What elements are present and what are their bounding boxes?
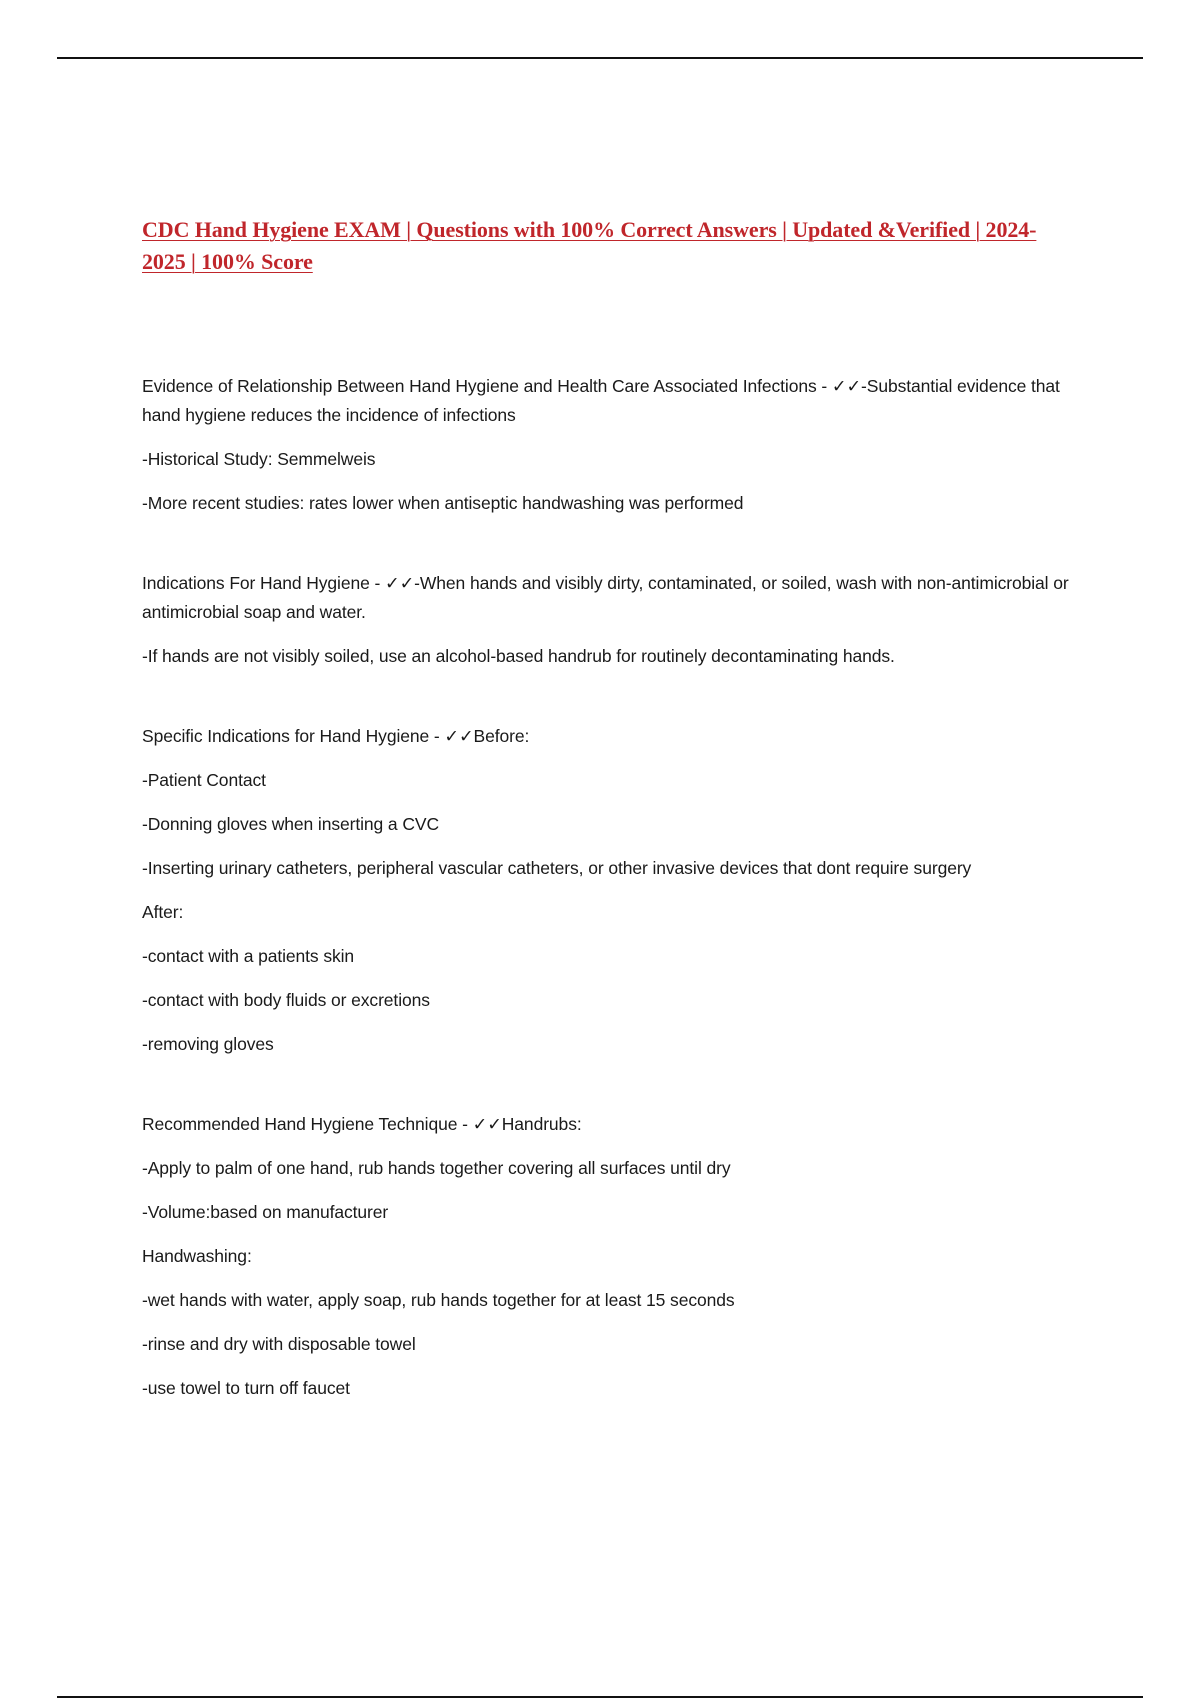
qa-line: -Apply to palm of one hand, rub hands together covering all surfaces until dry — [142, 1158, 731, 1178]
check-mark-icon: ✓✓ — [385, 573, 415, 593]
qa-entry — [142, 1110, 1072, 1403]
qa-line: -Inserting urinary catheters, peripheral vascular catheters, or other invasive devices that dont require surgery — [142, 858, 972, 878]
qa-term: Recommended Hand Hygiene Technique - — [142, 1114, 473, 1134]
check-mark-icon: ✓✓ — [444, 726, 474, 746]
check-mark-icon: ✓✓ — [472, 1114, 502, 1134]
qa-line: -rinse and dry with disposable towel — [142, 1334, 416, 1354]
qa-line: -Patient Contact — [142, 770, 266, 790]
header-rule — [57, 57, 1143, 59]
qa-question — [142, 1110, 1072, 1139]
qa-entry — [142, 569, 1072, 671]
qa-line: -Volume:based on manufacturer — [142, 1202, 389, 1222]
qa-term: Evidence of Relationship Between Hand Hygiene and Health Care Associated Infections - — [142, 376, 832, 396]
qa-question — [142, 372, 1072, 430]
qa-line: -use towel to turn off faucet — [142, 1378, 350, 1398]
document-title: CDC Hand Hygiene EXAM | Questions with 100% Correct Answers | Updated &Verified | 2024-2025 | 100% Score — [142, 217, 1037, 274]
qa-line: -More recent studies: rates lower when antiseptic handwashing was performed — [142, 493, 744, 513]
check-mark-icon: ✓✓ — [831, 376, 862, 396]
footer-rule — [57, 1696, 1143, 1698]
qa-line: -If hands are not visibly soiled, use an alcohol-based handrub for routinely decontaminating hands. — [142, 646, 895, 666]
qa-line: Handwashing: — [142, 1246, 252, 1266]
qa-line: -Donning gloves when inserting a CVC — [142, 814, 439, 834]
qa-line: -Historical Study: Semmelweis — [142, 449, 376, 469]
qa-line: After: — [142, 902, 184, 922]
qa-answer: -When hands and visibly dirty, contaminated, or soiled, wash with non-antimicrobial or antimicrobial soap and water. — [142, 573, 1069, 622]
qa-entry — [142, 722, 1072, 1059]
qa-question — [142, 569, 1072, 627]
qa-line: -contact with body fluids or excretions — [142, 990, 430, 1010]
qa-term: Indications For Hand Hygiene - — [142, 573, 385, 593]
qa-line: -removing gloves — [142, 1034, 274, 1054]
qa-line: -wet hands with water, apply soap, rub hands together for at least 15 seconds — [142, 1290, 735, 1310]
document-body — [142, 214, 1072, 1418]
qa-answer: -Substantial evidence that hand hygiene reduces the incidence of infections — [142, 376, 1060, 425]
qa-term: Specific Indications for Hand Hygiene - — [142, 726, 445, 746]
qa-question — [142, 722, 1072, 751]
qa-line: -contact with a patients skin — [142, 946, 355, 966]
qa-answer: Before: — [473, 726, 530, 746]
qa-entry — [142, 372, 1072, 518]
qa-answer: Handrubs: — [501, 1114, 582, 1134]
